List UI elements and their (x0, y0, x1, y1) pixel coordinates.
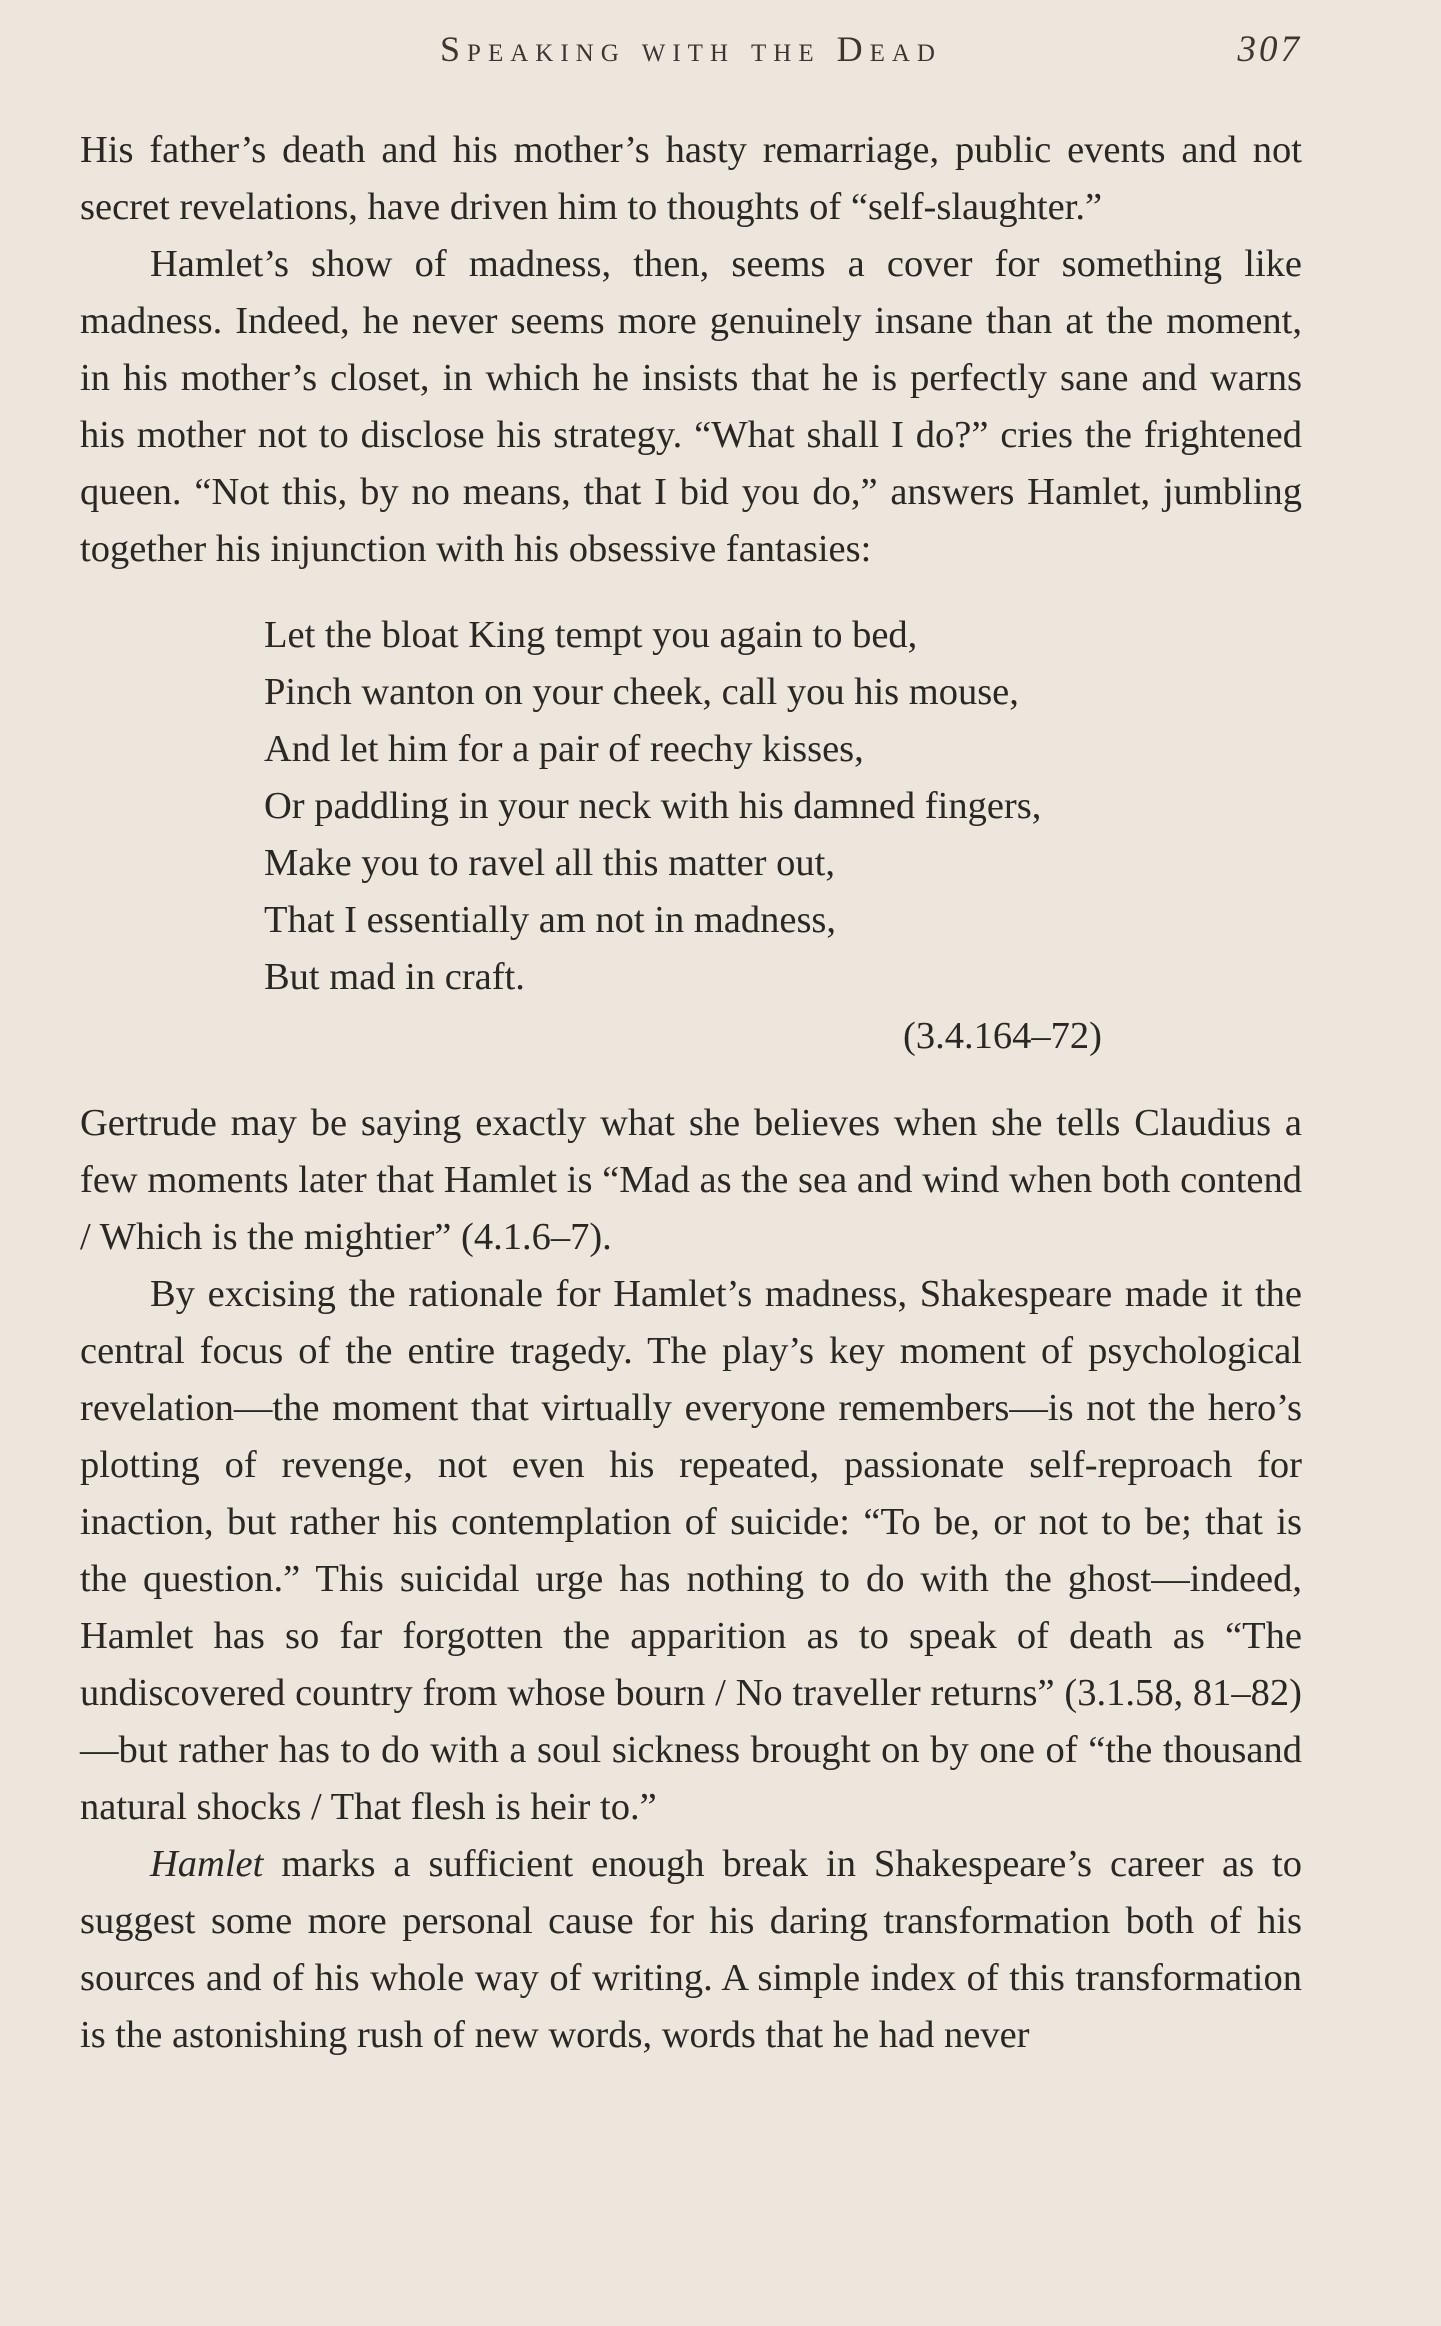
body-text (80, 122, 1302, 2064)
verse-quotation (264, 607, 1302, 1065)
play-title: Hamlet (150, 1843, 264, 1885)
verse-line: Or paddling in your neck with his damned fingers, (264, 785, 1042, 827)
verse-line: Make you to ravel all this matter out, (264, 842, 835, 884)
verse-citation: (3.4.164–72) (903, 1015, 1102, 1057)
verse-line: But mad in craft. (264, 956, 525, 998)
paragraph-5-text: marks a sufficient enough break in Shakespeare’s career as to suggest some more personal cause for his daring transformation both of his sources and of his whole way of writing. A simple index of this transformation is the astonishing rush of new words, words that he had never (80, 1843, 1302, 2056)
paragraph-1: His father’s death and his mother’s hasty remarriage, public events and not secret revelations, have driven him to thoughts of “self-slaughter.” (80, 129, 1302, 228)
verse-line: Let the bloat King tempt you again to bed, (264, 614, 918, 656)
paragraph-4: By excising the rationale for Hamlet’s madness, Shakespeare made it the central focus of the entire tragedy. The play’s key moment of psychological revelation—the moment that virtually everyone remembers—is not the hero’s plotting of revenge, not even his repeated, passionate self-reproach for inaction, but rather his contemplation of suicide: “To be, or not to be; that is the question.” This suicidal urge has nothing to do with the ghost—indeed, Hamlet has so far forgotten the apparition as to speak of death as “The undiscovered country from whose bourn / No traveller returns” (3.1.58, 81–82)—but rather has to do with a soul sickness brought on by one of “the thousand natural shocks / That flesh is heir to.” (80, 1273, 1302, 1828)
running-head (80, 22, 1302, 72)
verse-line: That I essentially am not in madness, (264, 899, 837, 941)
verse-line: And let him for a pair of reechy kisses, (264, 728, 864, 770)
paragraph-5 (80, 1836, 1302, 2064)
paragraph-3: Gertrude may be saying exactly what she believes when she tells Claudius a few moments later that Hamlet is “Mad as the sea and wind when both contend / Which is the mightier” (4.1.6–7). (80, 1102, 1302, 1258)
verse-line: Pinch wanton on your cheek, call you his mouse, (264, 671, 1019, 713)
paragraph-2: Hamlet’s show of madness, then, seems a cover for something like madness. Indeed, he never seems more genuinely insane than at the moment, in his mother’s closet, in which he insists that he is perfectly sane and warns his mother not to disclose his strategy. “What shall I do?” cries the frightened queen. “Not this, by no means, that I bid you do,” answers Hamlet, jumbling together his injunction with his obsessive fantasies: (80, 243, 1302, 570)
running-title: Speaking with the Dead (440, 29, 942, 69)
page-number: 307 (1237, 29, 1302, 70)
